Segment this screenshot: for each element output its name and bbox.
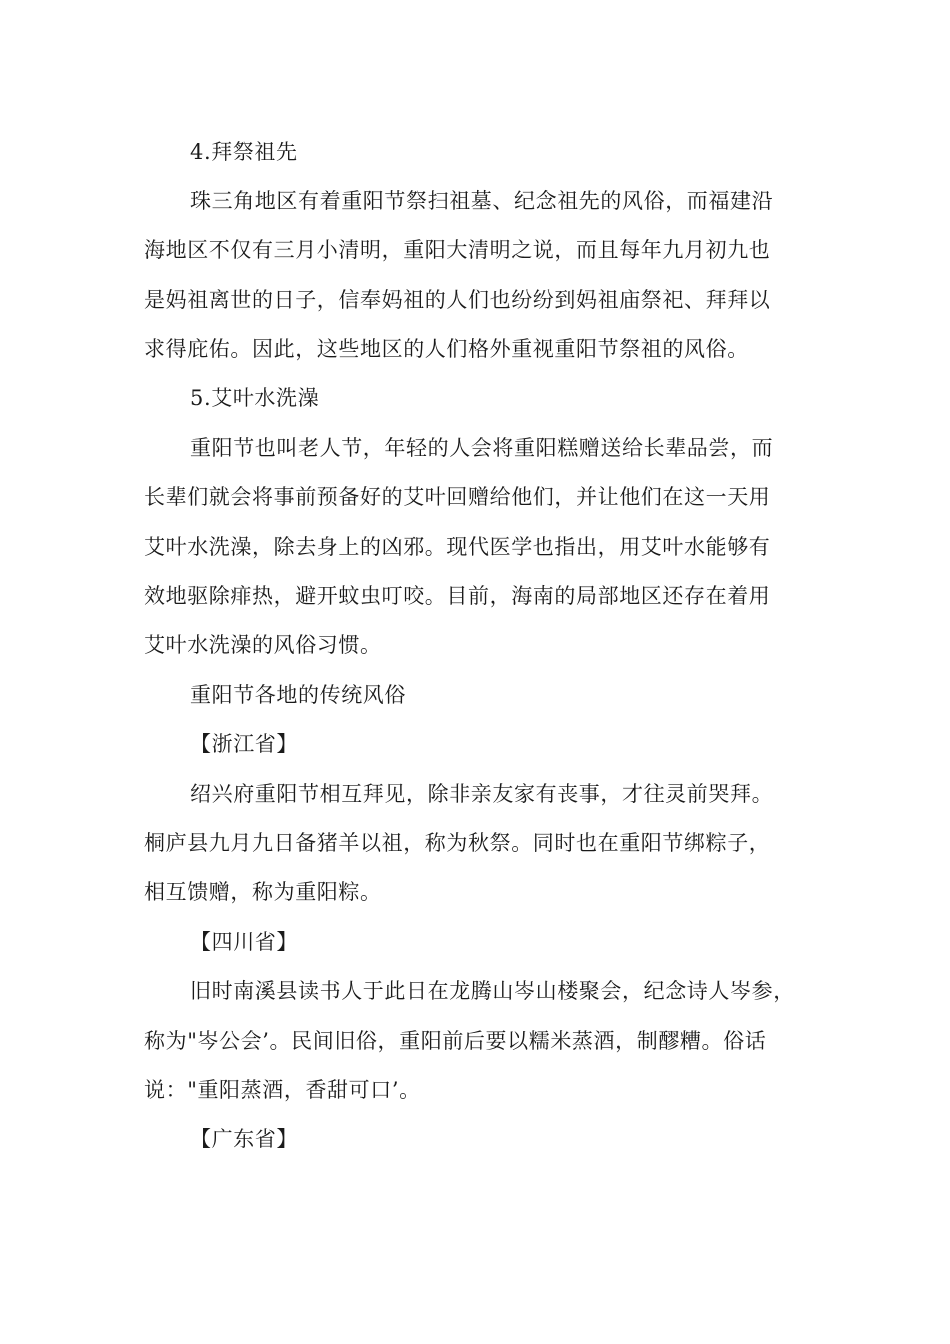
paragraph-line: 相互馈赠，称为重阳粽。 <box>144 880 382 904</box>
paragraph-line: 效地驱除痱热，避开蚊虫叮咬。目前，海南的局部地区还存在着用 <box>144 584 771 608</box>
paragraph-line: 是妈祖离世的日子，信奉妈祖的人们也纷纷到妈祖庙祭祀、拜拜以 <box>144 288 771 312</box>
section-heading: 5.艾叶水洗澡 <box>190 386 320 410</box>
paragraph-line: 求得庇佑。因此，这些地区的人们格外重视重阳节祭祖的风俗。 <box>144 337 749 361</box>
customs-title: 重阳节各地的传统风俗 <box>190 683 406 707</box>
paragraph-line: 称为"岑公会’。民间旧俗，重阳前后要以糯米蒸酒，制醪糟。俗话 <box>144 1029 767 1053</box>
paragraph-line: 说："重阳蒸酒，香甜可口’。 <box>144 1078 421 1102</box>
paragraph-line: 桐庐县九月九日备猪羊以祖，称为秋祭。同时也在重阳节绑粽子， <box>144 831 771 855</box>
paragraph-line: 长辈们就会将事前预备好的艾叶回赠给他们，并让他们在这一天用 <box>144 485 771 509</box>
paragraph-line: 珠三角地区有着重阳节祭扫祖墓、纪念祖先的风俗，而福建沿 <box>190 189 774 213</box>
province-heading: 【广东省】 <box>190 1127 298 1151</box>
paragraph-line: 绍兴府重阳节相互拜见，除非亲友家有丧事，才往灵前哭拜。 <box>190 782 774 806</box>
paragraph-line: 海地区不仅有三月小清明，重阳大清明之说，而且每年九月初九也 <box>144 238 771 262</box>
section-heading: 4.拜祭祖先 <box>190 140 298 164</box>
province-heading: 【四川省】 <box>190 930 298 954</box>
paragraph-line: 艾叶水洗澡，除去身上的凶邪。现代医学也指出，用艾叶水能够有 <box>144 535 771 559</box>
paragraph-line: 重阳节也叫老人节，年轻的人会将重阳糕赠送给长辈品尝，而 <box>190 436 774 460</box>
paragraph-line: 艾叶水洗澡的风俗习惯。 <box>144 633 382 657</box>
paragraph-line: 旧时南溪县读书人于此日在龙腾山岑山楼聚会，纪念诗人岑参， <box>190 979 795 1003</box>
province-heading: 【浙江省】 <box>190 732 298 756</box>
